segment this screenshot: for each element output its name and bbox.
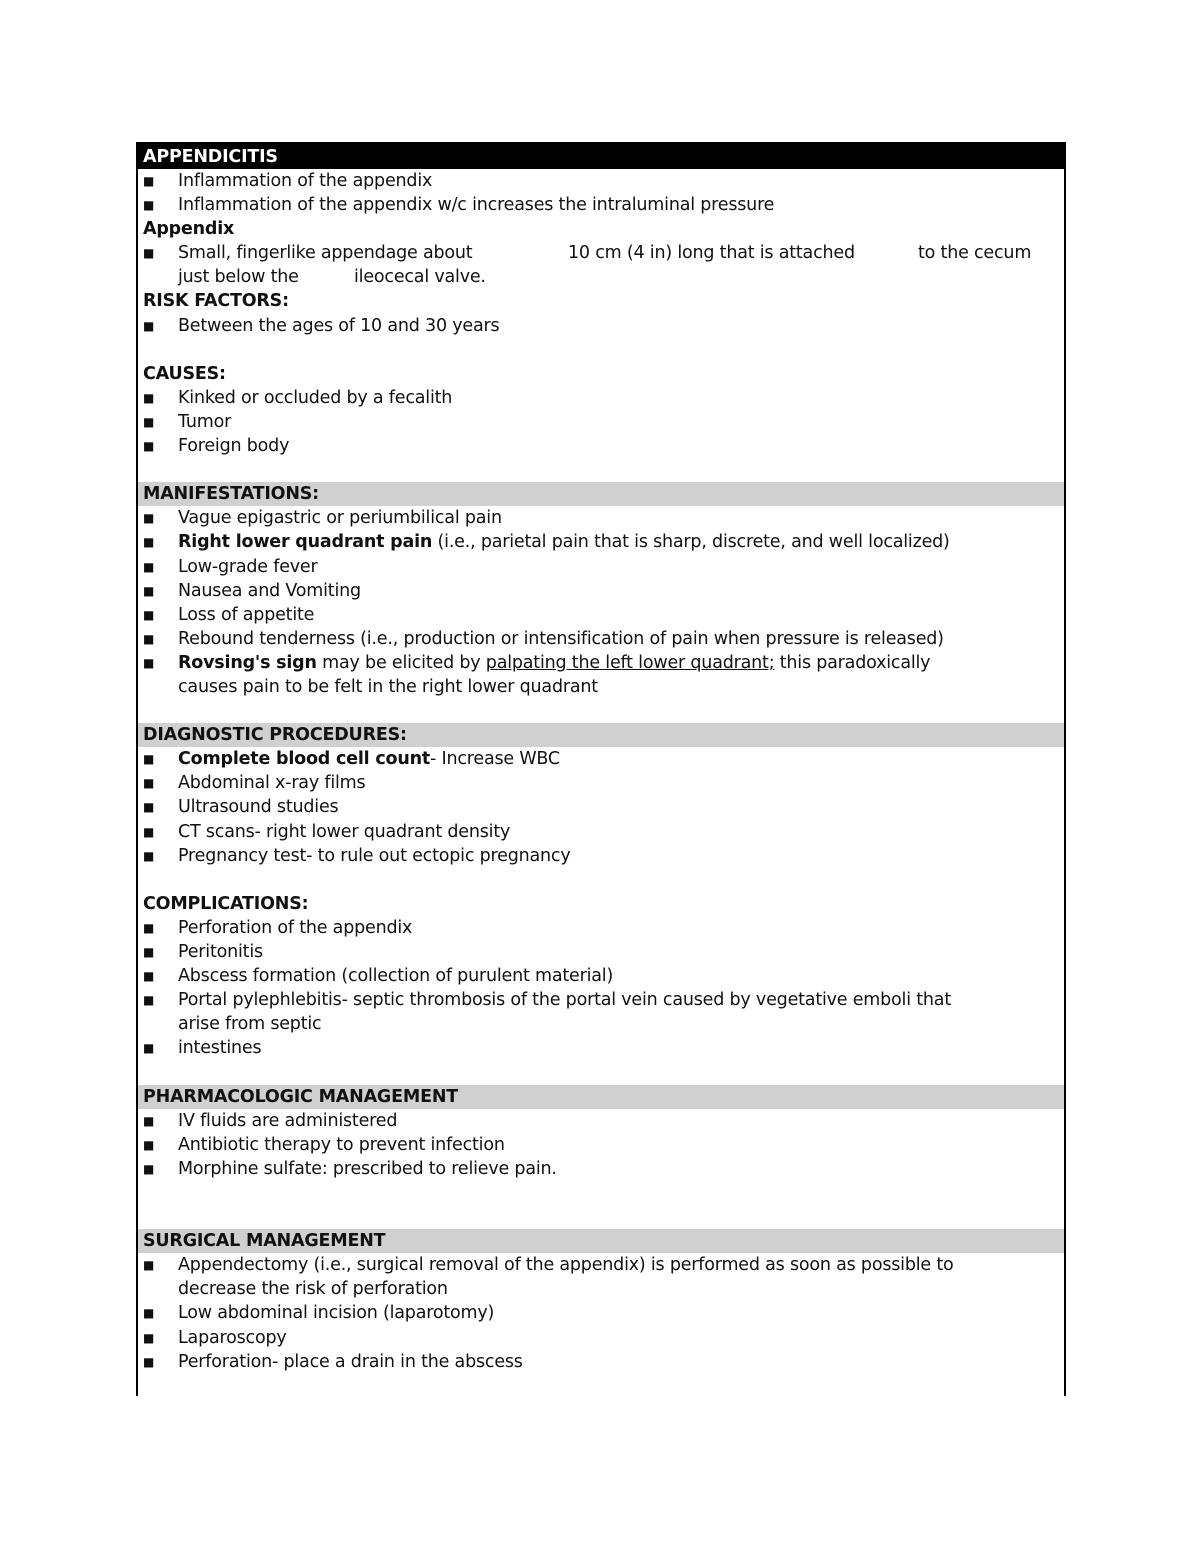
pharmacologic-heading: PHARMACOLOGIC MANAGEMENT: [138, 1085, 1064, 1109]
bullet-icon: ■: [143, 246, 155, 261]
list-item: ■ IV fluids are administered: [138, 1109, 1064, 1133]
bullet-icon: ■: [143, 631, 155, 646]
bullet-icon: ■: [143, 607, 155, 622]
list-item: ■ Loss of appetite: [138, 603, 1064, 627]
bullet-icon: ■: [143, 920, 155, 935]
list-item-continuation: arise from septic: [178, 1014, 322, 1035]
bullet-icon: ■: [143, 535, 155, 550]
bullet-icon: ■: [143, 776, 155, 791]
bullet-icon: ■: [143, 1306, 155, 1321]
bullet-icon: ■: [143, 800, 155, 815]
list-item: ■ Abscess formation (collection of purulent material): [138, 964, 1064, 988]
list-item: ■ Laparoscopy: [138, 1326, 1064, 1350]
list-item: ■ Tumor: [138, 410, 1064, 434]
bullet-icon: ■: [143, 1137, 155, 1152]
list-item: ■ Portal pylephlebitis- septic thrombosis of the portal vein caused by vegetative emboli that: [138, 988, 1064, 1012]
page-title: APPENDICITIS: [138, 144, 1064, 169]
complications-heading: COMPLICATIONS:: [143, 893, 309, 914]
list-item: ■ Rovsing's sign may be elicited by palpating the left lower quadrant; this paradoxically: [138, 651, 1064, 675]
bullet-icon: ■: [143, 511, 155, 526]
bullet-icon: ■: [143, 1041, 155, 1056]
bullet-icon: ■: [143, 583, 155, 598]
list-item: ■ Perforation- place a drain in the abscess: [138, 1350, 1064, 1374]
document-page: [136, 142, 1066, 1396]
list-item-continuation: decrease the risk of perforation: [178, 1279, 448, 1300]
bullet-icon: ■: [143, 655, 155, 670]
bullet-icon: ■: [143, 993, 155, 1008]
list-item: ■ Rebound tenderness (i.e., production or intensification of pain when pressure is released): [138, 627, 1064, 651]
bullet-icon: ■: [143, 752, 155, 767]
bullet-icon: ■: [143, 174, 155, 188]
manifestations-heading: MANIFESTATIONS:: [138, 482, 1064, 506]
bullet-icon: ■: [143, 1258, 155, 1273]
list-item: ■ Small, fingerlike appendage about 10 cm (4 in) long that is attached to the cecum: [138, 241, 1064, 265]
causes-heading: CAUSES:: [143, 363, 226, 384]
list-item-continuation: causes pain to be felt in the right lower quadrant: [178, 676, 598, 697]
list-item: ■ Low abdominal incision (laparotomy): [138, 1301, 1064, 1325]
bullet-icon: ■: [143, 969, 155, 984]
list-item: ■ Nausea and Vomiting: [138, 579, 1064, 603]
list-item: ■ Appendectomy (i.e., surgical removal of the appendix) is performed as soon as possible to: [138, 1253, 1064, 1277]
bullet-icon: ■: [143, 439, 155, 454]
list-item: ■ Right lower quadrant pain (i.e., parietal pain that is sharp, discrete, and well localized): [138, 530, 1064, 554]
list-item: ■ Perforation of the appendix: [138, 916, 1064, 940]
bullet-icon: ■: [143, 318, 155, 333]
list-item: ■ Between the ages of 10 and 30 years: [138, 314, 1064, 338]
list-item: ■ Antibiotic therapy to prevent infection: [138, 1133, 1064, 1157]
diagnostic-heading: DIAGNOSTIC PROCEDURES:: [138, 723, 1064, 747]
list-item: ■ Abdominal x-ray films: [138, 771, 1064, 795]
list-item: ■ Peritonitis: [138, 940, 1064, 964]
bullet-icon: ■: [143, 1161, 155, 1176]
list-item: ■ Foreign body: [138, 434, 1064, 458]
bullet-icon: ■: [143, 414, 155, 429]
list-item: ■ Inflammation of the appendix w/c increases the intraluminal pressure: [138, 193, 1064, 217]
bullet-icon: ■: [143, 945, 155, 959]
risk-factors-heading: RISK FACTORS:: [143, 291, 289, 312]
list-item: ■ Complete blood cell count- Increase WBC: [138, 747, 1064, 771]
list-item: ■ Vague epigastric or periumbilical pain: [138, 506, 1064, 530]
bullet-icon: ■: [143, 824, 155, 839]
bullet-icon: ■: [143, 1330, 155, 1345]
bullet-icon: ■: [143, 1354, 155, 1369]
bullet-icon: ■: [143, 1113, 155, 1128]
list-item: ■ CT scans- right lower quadrant density: [138, 820, 1064, 844]
list-item: ■ Pregnancy test- to rule out ectopic pregnancy: [138, 844, 1064, 868]
list-item-continuation: just below the ileocecal valve.: [178, 267, 486, 288]
list-item: ■ Low-grade fever: [138, 555, 1064, 579]
list-item: ■ Inflammation of the appendix: [138, 169, 1064, 193]
list-item: ■ intestines: [138, 1036, 1064, 1060]
appendix-heading: Appendix: [143, 219, 235, 240]
list-item: ■ Kinked or occluded by a fecalith: [138, 386, 1064, 410]
bullet-icon: ■: [143, 198, 155, 213]
bullet-icon: ■: [143, 559, 155, 574]
bullet-icon: ■: [143, 848, 155, 863]
bullet-icon: ■: [143, 390, 155, 405]
surgical-heading: SURGICAL MANAGEMENT: [138, 1229, 1064, 1253]
list-item: ■ Morphine sulfate: prescribed to relieve pain.: [138, 1157, 1064, 1181]
list-item: ■ Ultrasound studies: [138, 795, 1064, 819]
